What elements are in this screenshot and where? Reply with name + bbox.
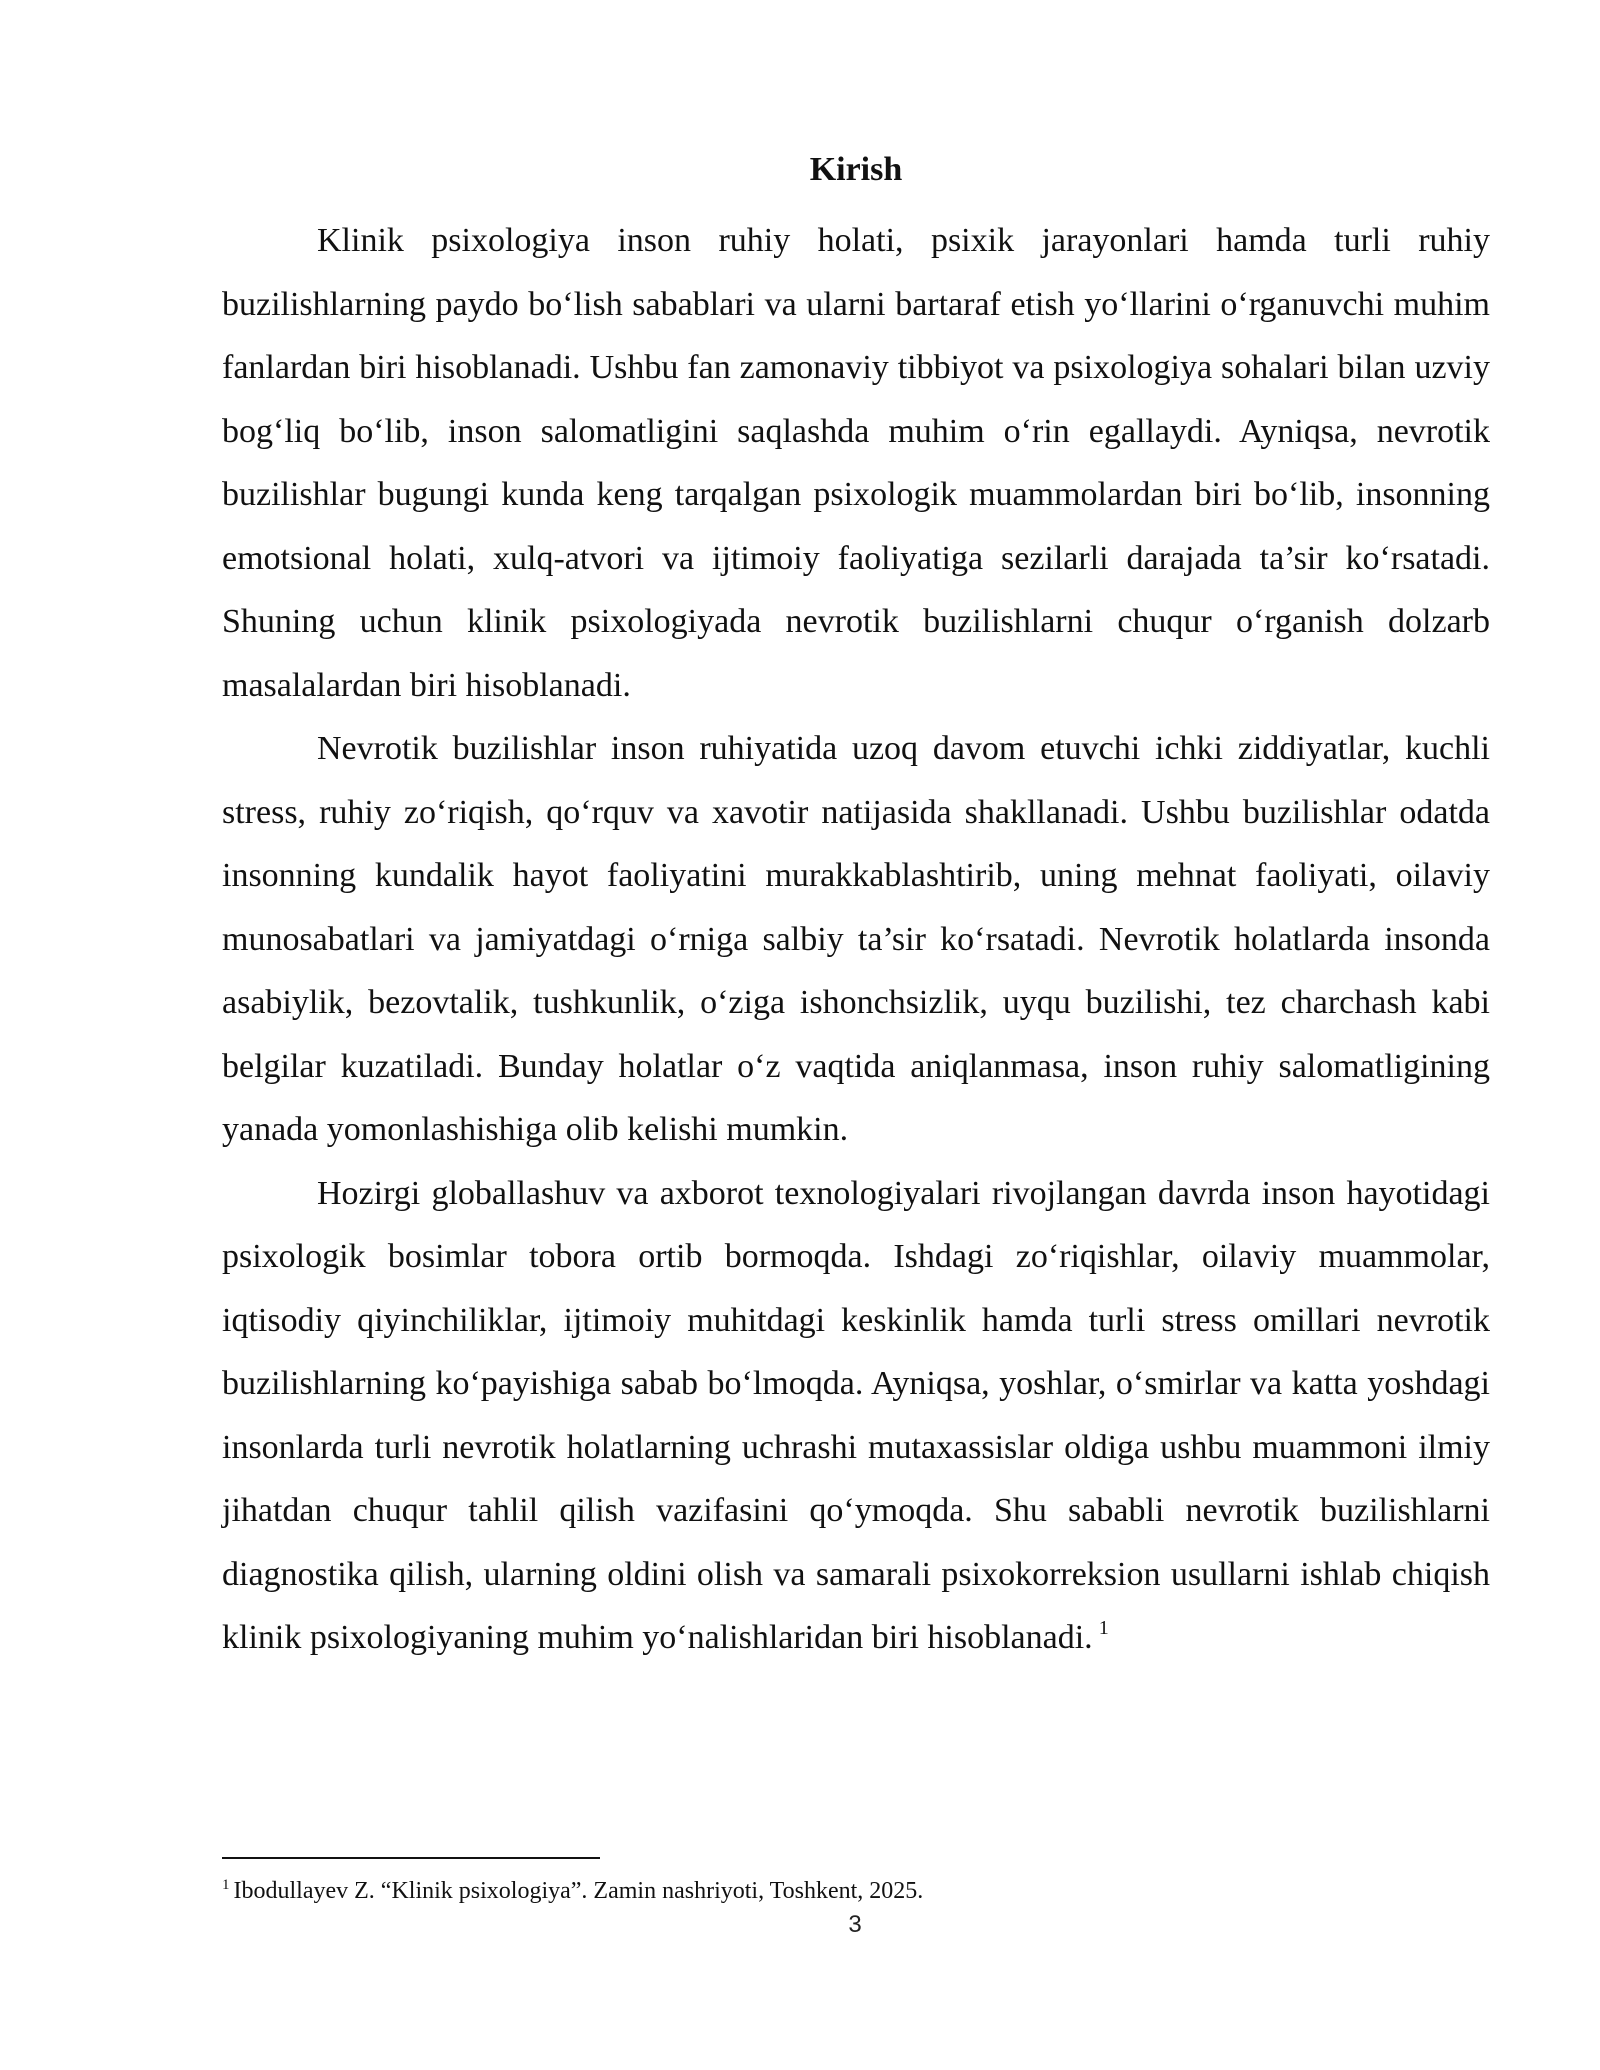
paragraph-2 [222, 717, 1490, 1162]
paragraph-1-text: Klinik psixologiya inson ruhiy holati, psixik jarayonlari hamda turli ruhiy buzilishlarning paydo bo‘lish sabablari va ularni bartaraf etish yo‘llarini o‘rganuvchi muhim fanlardan biri hisoblanadi. Ushbu fan zamonaviy tibbiyot va psixologiya sohalari bilan uzviy bog‘liq bo‘lib, inson salomatligini saqlashda muhim o‘rin egallaydi. Ayniqsa, nevrotik buzilishlar bugungi kunda keng tarqalgan psixologik muammolardan biri bo‘lib, insonning emotsional holati, xulq-atvori va ijtimoiy faoliyatiga sezilarli darajada ta’sir ko‘rsatadi. Shuning uchun klinik psixologiyada nevrotik buzilishlarni chuqur o‘rganish dolzarb masalalardan biri hisoblanadi. [222, 222, 1490, 704]
page-title: Kirish [809, 151, 903, 188]
footnote-marker: 1 [222, 1877, 230, 1893]
paragraph-2-text: Nevrotik buzilishlar inson ruhiyatida uzoq davom etuvchi ichki ziddiyatlar, kuchli stress, ruhiy zo‘riqish, qo‘rquv va xavotir natijasida shakllanadi. Ushbu buzilishlar odatda insonning kundalik hayot faoliyatini murakkablashtirib, uning mehnat faoliyati, oilaviy munosabatlari va jamiyatdagi o‘rniga salbiy ta’sir ko‘rsatadi. Nevrotik holatlarda insonda asabiylik, bezovtalik, tushkunlik, o‘ziga ishonchsizlik, uyqu buzilishi, tez charchash kabi belgilar kuzatiladi. Bunday holatlar o‘z vaqtida aniqlanmasa, inson ruhiy salomatligining yanada yomonlashishiga olib kelishi mumkin. [222, 730, 1490, 1148]
paragraph-3 [222, 1162, 1490, 1670]
paragraph-3-text: Hozirgi globallashuv va axborot texnologiyalari rivojlangan davrda inson hayotidagi psixologik bosimlar tobora ortib bormoqda. Ishdagi zo‘riqishlar, oilaviy muammolar, iqtisodiy qiyinchiliklar, ijtimoiy muhitdagi keskinlik hamda turli stress omillari nevrotik buzilishlarning ko‘payishiga sabab bo‘lmoqda. Ayniqsa, yoshlar, o‘smirlar va katta yoshdagi insonlarda turli nevrotik holatlarning uchrashi mutaxassislar oldiga ushbu muammoni ilmiy jihatdan chuqur tahlil qilish vazifasini qo‘ymoqda. Shu sababli nevrotik buzilishlarni diagnostika qilish, ularning oldini olish va samarali psixokorreksion usullarni ishlab chiqish klinik psixologiyaning muhim yo‘nalishlaridan biri hisoblanadi. [222, 1174, 1490, 1656]
footnote-separator [222, 1857, 600, 1859]
footnote [222, 1876, 1490, 1906]
paragraph-1 [222, 209, 1490, 717]
footnote-reference: 1 [1098, 1617, 1109, 1639]
page-body [222, 148, 1490, 1670]
page-number: 3 [848, 1911, 862, 1938]
footnote-text: Ibodullayev Z. “Klinik psixologiya”. Zamin nashriyoti, Toshkent, 2025. [233, 1878, 924, 1904]
